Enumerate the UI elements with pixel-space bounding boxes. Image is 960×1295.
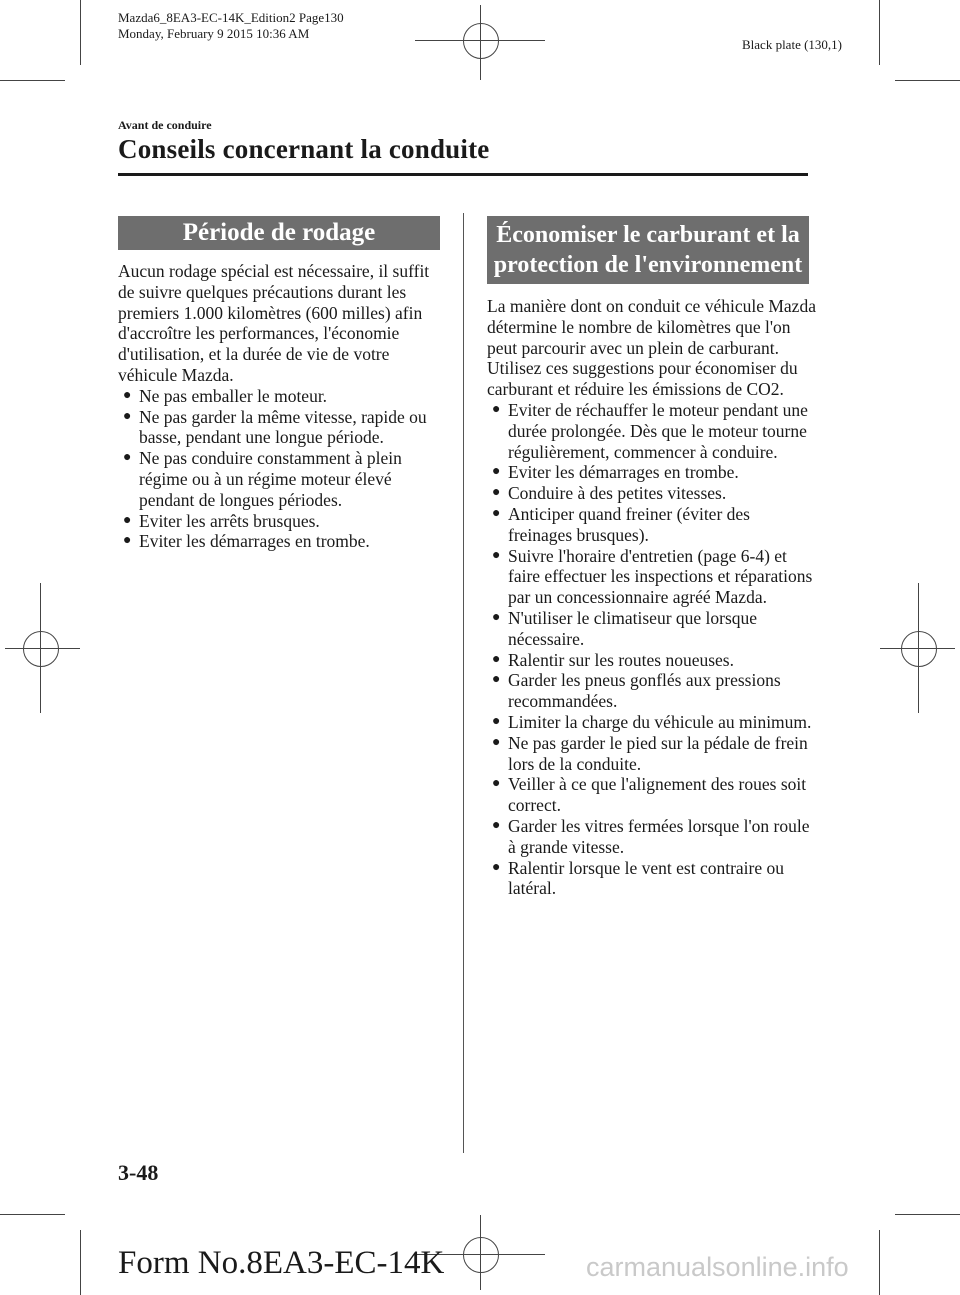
crop-mark-br-h	[895, 1214, 960, 1215]
bullet-icon: ●	[123, 512, 132, 528]
bullet-icon: ●	[492, 609, 501, 625]
bullet-icon: ●	[492, 713, 501, 729]
list-item-text: Veiller à ce que l'alignement des roues soit correct.	[508, 774, 807, 816]
section-label: Avant de conduire	[118, 118, 212, 132]
heading-fuel-economy-line-2: protection de l'environnement	[493, 252, 803, 278]
list-item-text: Anticiper quand freiner (éviter des freinages brusques).	[508, 503, 750, 545]
bullet-icon: ●	[492, 672, 501, 688]
bullet-icon: ●	[492, 485, 501, 501]
list-item-text: Ralentir lorsque le vent est contraire ou latéral.	[508, 857, 785, 899]
left-column	[118, 261, 448, 552]
watermark: carmanualsonline.info	[586, 1252, 849, 1282]
list-item	[487, 816, 817, 858]
heading-break-in-period: Période de rodage	[118, 216, 440, 250]
heading-fuel-economy	[487, 216, 809, 284]
list-item-text: Suivre l'horaire d'entretien (page 6-4) et faire effectuer les inspections et réparations par un concessionnaire agréé Mazda.	[508, 545, 813, 608]
registration-circle-right	[901, 631, 937, 667]
bullet-icon: ●	[123, 450, 132, 466]
list-item-text: Eviter les démarrages en trombe.	[139, 531, 370, 552]
list-item-text: Conduire à des petites vitesses.	[508, 483, 727, 504]
list-item	[487, 462, 817, 483]
bullet-icon: ●	[492, 734, 501, 750]
crop-mark-bl-v	[80, 1230, 81, 1295]
bullet-icon: ●	[123, 533, 132, 549]
break-in-tips-list	[118, 386, 448, 552]
list-item	[487, 670, 817, 712]
list-item	[487, 608, 817, 650]
list-item-text: Garder les vitres fermées lorsque l'on roule à grande vitesse.	[508, 815, 810, 857]
right-column	[487, 296, 817, 899]
list-item	[487, 712, 817, 733]
list-item	[118, 531, 448, 552]
form-number: Form No.8EA3-EC-14K	[118, 1245, 445, 1281]
list-item	[118, 407, 448, 449]
bullet-icon: ●	[123, 387, 132, 403]
registration-circle-bottom	[463, 1237, 499, 1273]
registration-circle-top	[463, 23, 499, 59]
list-item	[487, 483, 817, 504]
crop-mark-tl-v	[80, 0, 81, 65]
list-item-text: Ne pas emballer le moteur.	[139, 385, 328, 406]
bullet-icon: ●	[123, 408, 132, 424]
column-divider	[463, 213, 464, 1153]
list-item	[487, 546, 817, 608]
fuel-economy-intro: La manière dont on conduit ce véhicule Mazda détermine le nombre de kilomètres que l'on peut parcourir avec un plein de carburant. Utilisez ces suggestions pour économiser du carburant et réduire les émissions de CO2.	[487, 296, 816, 400]
list-item-text: Eviter les démarrages en trombe.	[508, 462, 739, 483]
crop-mark-tl-h	[0, 80, 65, 81]
list-item-text: Ne pas garder la même vitesse, rapide ou basse, pendant une longue période.	[139, 406, 427, 448]
title-divider	[118, 173, 808, 176]
bullet-icon: ●	[492, 651, 501, 667]
page-number: 3-48	[118, 1160, 159, 1185]
page-title: Conseils concernant la conduite	[118, 134, 490, 164]
list-item-text: Garder les pneus gonflés aux pressions recommandées.	[508, 670, 781, 712]
list-item-text: Eviter de réchauffer le moteur pendant une durée prolongée. Dès que le moteur tourne régulièrement, commencer à conduire.	[508, 399, 808, 462]
list-item	[487, 400, 817, 462]
list-item	[487, 504, 817, 546]
list-item-text: Ne pas garder le pied sur la pédale de frein lors de la conduite.	[508, 732, 808, 774]
crop-mark-tr-h	[895, 80, 960, 81]
break-in-intro: Aucun rodage spécial est nécessaire, il suffit de suivre quelques précautions durant les premiers 1.000 kilomètres (600 milles) afin d'accroître les performances, l'économie d'utilisation, et la durée de vie de votre véhicule Mazda.	[118, 261, 430, 385]
list-item	[487, 650, 817, 671]
list-item-text: Ralentir sur les routes noueuses.	[508, 649, 734, 670]
print-job-line-2: Monday, February 9 2015 10:36 AM	[118, 26, 310, 41]
list-item-text: Limiter la charge du véhicule au minimum.	[508, 711, 812, 732]
heading-fuel-economy-line-1: Économiser le carburant et la	[496, 222, 800, 248]
bullet-icon: ●	[492, 817, 501, 833]
bullet-icon: ●	[492, 505, 501, 521]
list-item	[487, 774, 817, 816]
print-job-info	[118, 10, 344, 42]
list-item	[118, 386, 448, 407]
fuel-economy-tips-list	[487, 400, 817, 899]
registration-circle-left	[23, 631, 59, 667]
crop-mark-tr-v	[879, 0, 880, 65]
bullet-icon: ●	[492, 859, 501, 875]
bullet-icon: ●	[492, 464, 501, 480]
crop-mark-bl-h	[0, 1214, 65, 1215]
bullet-icon: ●	[492, 401, 501, 417]
crop-mark-br-v	[879, 1230, 880, 1295]
print-job-line-1: Mazda6_8EA3-EC-14K_Edition2 Page130	[118, 10, 344, 25]
list-item	[487, 858, 817, 900]
bullet-icon: ●	[492, 776, 501, 792]
list-item-text: N'utiliser le climatiseur que lorsque nécessaire.	[508, 607, 758, 649]
list-item-text: Eviter les arrêts brusques.	[139, 510, 320, 531]
list-item	[118, 511, 448, 532]
list-item	[118, 448, 448, 510]
plate-label: Black plate (130,1)	[742, 37, 842, 52]
list-item-text: Ne pas conduire constamment à plein régime ou à un régime moteur élevé pendant de longues périodes.	[139, 448, 402, 510]
list-item	[487, 733, 817, 775]
bullet-icon: ●	[492, 547, 501, 563]
